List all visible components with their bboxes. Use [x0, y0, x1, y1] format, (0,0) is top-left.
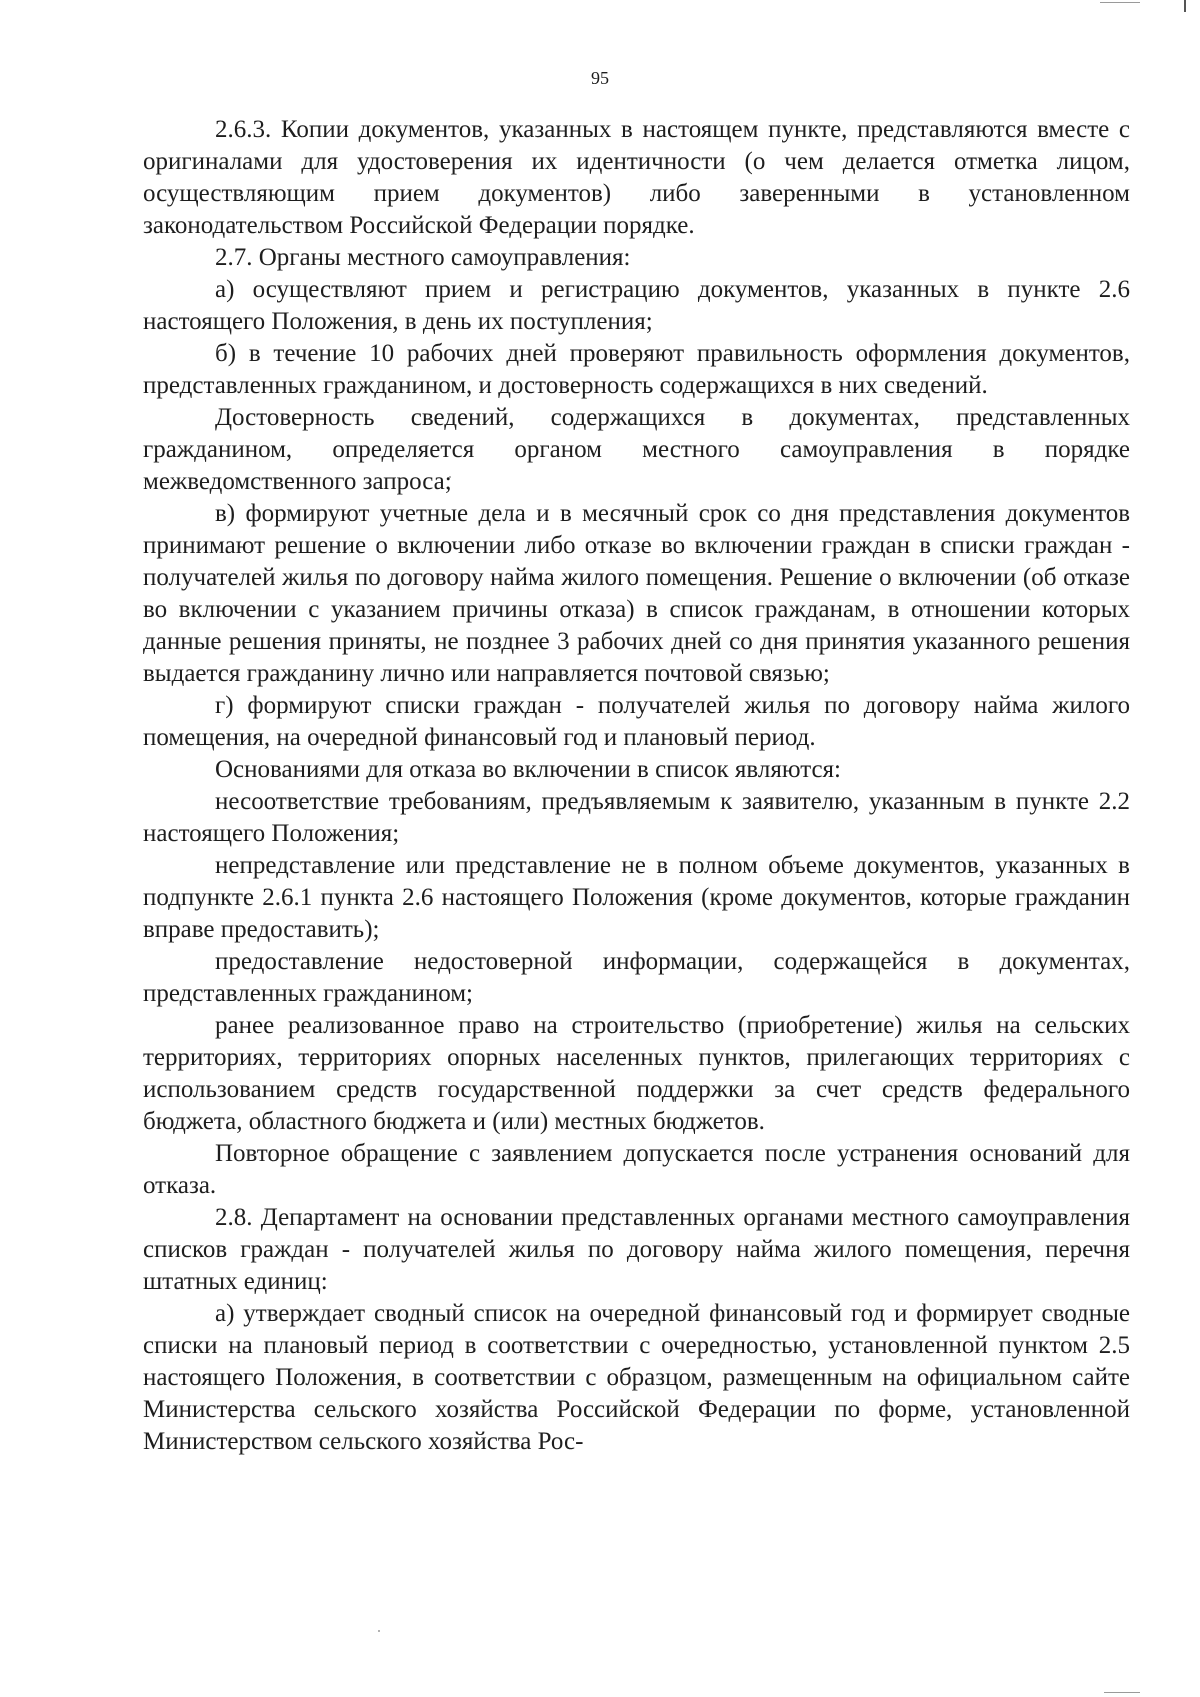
- paragraph: г) формируют списки граждан - получателей жилья по договору найма жилого помещения, на очередной финансовый год и плановый период.: [143, 692, 1130, 751]
- paragraph: Достоверность сведений, содержащихся в документах, представленных гражданином, определяется органом местного самоуправления в порядке межведомственного запроса;: [143, 404, 1130, 495]
- paragraph: несоответствие требованиям, предъявляемым к заявителю, указанным в пункте 2.2 настоящего Положения;: [143, 788, 1130, 847]
- paragraph: 2.8. Департамент на основании представленных органами местного самоуправления списков граждан - получателей жилья по договору найма жилого помещения, перечня штатных единиц:: [143, 1204, 1130, 1295]
- paragraph: непредставление или представление не в полном объеме документов, указанных в подпункте 2.6.1 пункта 2.6 настоящего Положения (кроме документов, которые гражданин вправе предоставить);: [143, 852, 1130, 943]
- paragraph: Основаниями для отказа во включении в список являются:: [215, 756, 841, 783]
- paragraph: а) утверждает сводный список на очередной финансовый год и формирует сводные списки на плановый период в соответствии с очередностью, установленной пунктом 2.5 настоящего Положения, в соответствии с образцом, размещенным на официальном сайте Министерства сельского хозяйства Российской Федерации по форме, установленной Министерством сельского хозяйства Рос-: [143, 1300, 1130, 1455]
- paragraph: 2.6.3. Копии документов, указанных в настоящем пункте, представляются вместе с оригиналами для удостоверения их идентичности (о чем делается отметка лицом, осуществляющим прием документов) либо заверенными в установленном законодательством Российской Федерации порядке.: [143, 116, 1130, 239]
- paragraph: предоставление недостоверной информации, содержащейся в документах, представленных гражданином;: [143, 948, 1130, 1007]
- scan-edge-dash: [1104, 1692, 1140, 1693]
- paragraph: 2.7. Органы местного самоуправления:: [215, 244, 631, 271]
- scan-speck: [378, 1630, 380, 1632]
- document-body: [143, 114, 1130, 1458]
- scan-edge-mark: [1184, 0, 1186, 12]
- paragraph: б) в течение 10 рабочих дней проверяют правильность оформления документов, представленных гражданином, и достоверность содержащихся в них сведений.: [143, 340, 1130, 399]
- paragraph: а) осуществляют прием и регистрацию документов, указанных в пункте 2.6 настоящего Положения, в день их поступления;: [143, 276, 1130, 335]
- paragraph: ранее реализованное право на строительство (приобретение) жилья на сельских территориях, территориях опорных населенных пунктов, прилегающих территориях с использованием средств государственной поддержки за счет средств федерального бюджета, областного бюджета и (или) местных бюджетов.: [143, 1012, 1130, 1135]
- scan-edge-dash: [1100, 2, 1140, 3]
- paragraph: Повторное обращение с заявлением допускается после устранения оснований для отказа.: [143, 1140, 1130, 1199]
- paragraph: в) формируют учетные дела и в месячный срок со дня представления документов принимают решение о включении либо отказе во включении граждан в списки граждан - получателей жилья по договору найма жилого помещения. Решение о включении (об отказе во включении с указанием причины отказа) в список гражданам, в отношении которых данные решения приняты, не позднее 3 рабочих дней со дня принятия указанного решения выдается гражданину лично или направляется почтовой связью;: [143, 500, 1130, 687]
- page-number: 95: [591, 68, 609, 88]
